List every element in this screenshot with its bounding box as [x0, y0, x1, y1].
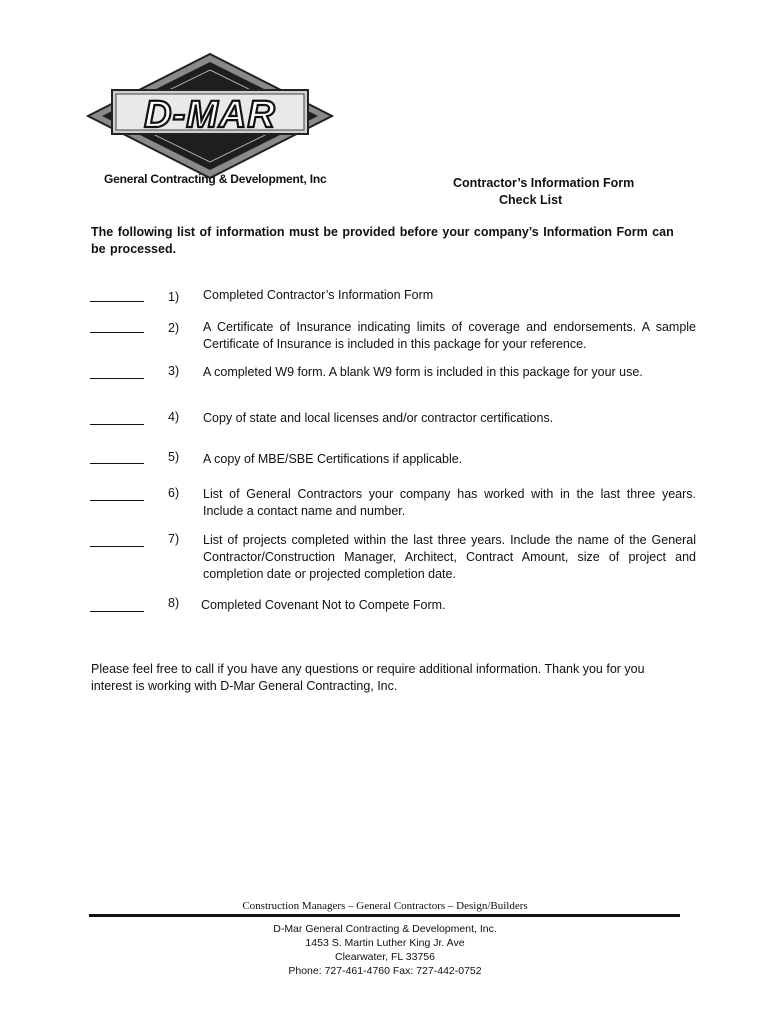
footer-divider	[89, 914, 680, 917]
item-text: Completed Contractor’s Information Form	[203, 288, 434, 302]
item-text: A completed W9 form. A blank W9 form is included in this package for your use.	[203, 365, 643, 379]
checklist-item	[90, 364, 698, 404]
item-number: 1)	[168, 290, 180, 304]
item-number: 7)	[168, 532, 180, 546]
checklist-item	[90, 532, 698, 581]
checklist-item	[90, 450, 698, 490]
logo-wordmark: D-MAR	[144, 94, 276, 136]
item-number: 4)	[168, 410, 180, 424]
form-title: Contractor’s Information Form	[453, 176, 635, 190]
footer-tagline: Construction Managers – General Contractors – Design/Builders	[242, 900, 528, 912]
logo-tagline: General Contracting & Development, Inc	[104, 172, 327, 186]
footer-phone: Phone: 727-461-4760 Fax: 727-442-0752	[288, 965, 482, 977]
check-blank[interactable]	[90, 301, 144, 302]
item-text: Copy of state and local licenses and/or contractor certifications.	[203, 411, 554, 425]
check-blank[interactable]	[90, 378, 144, 379]
footer-city: Clearwater, FL 33756	[334, 951, 435, 963]
item-text: A Certificate of Insurance indicating limits of coverage and endorsements. A sample Certificate of Insurance is included in this package for your reference.	[203, 320, 696, 351]
checklist-item	[90, 319, 698, 359]
item-text: List of projects completed within the last three years. Include the name of the General Contractor/Construction Manager, Architect, Contract Amount, size of project and completion date or projected completion date.	[203, 533, 696, 581]
closing-paragraph: Please feel free to call if you have any questions or require additional information. Thank you for you interest is working with D-Mar General Contracting, Inc.	[91, 662, 645, 693]
check-blank[interactable]	[90, 611, 144, 612]
intro-paragraph: The following list of information must be provided before your company’s Information Form can be processed.	[91, 225, 674, 256]
footer-address	[0, 922, 770, 978]
footer-street: 1453 S. Martin Luther King Jr. Ave	[305, 937, 465, 949]
checklist-item	[90, 486, 698, 526]
item-number: 2)	[168, 321, 180, 335]
item-number: 3)	[168, 364, 180, 378]
item-text: List of General Contractors your company has worked with in the last three years. Include a contact name and number.	[203, 487, 696, 518]
item-text: A copy of MBE/SBE Certifications if applicable.	[203, 452, 463, 466]
checklist-item	[90, 596, 698, 636]
check-blank[interactable]	[90, 500, 144, 501]
form-subtitle: Check List	[499, 193, 563, 207]
check-blank[interactable]	[90, 463, 144, 464]
item-number: 5)	[168, 450, 180, 464]
d-mar-logo	[86, 52, 334, 184]
item-text: Completed Covenant Not to Compete Form.	[201, 598, 446, 612]
item-number: 6)	[168, 486, 180, 500]
checklist-item	[90, 410, 698, 450]
check-blank[interactable]	[90, 332, 144, 333]
item-number: 8)	[168, 596, 180, 610]
footer-company: D-Mar General Contracting & Development, Inc.	[273, 923, 497, 935]
check-blank[interactable]	[90, 424, 144, 425]
check-blank[interactable]	[90, 546, 144, 547]
